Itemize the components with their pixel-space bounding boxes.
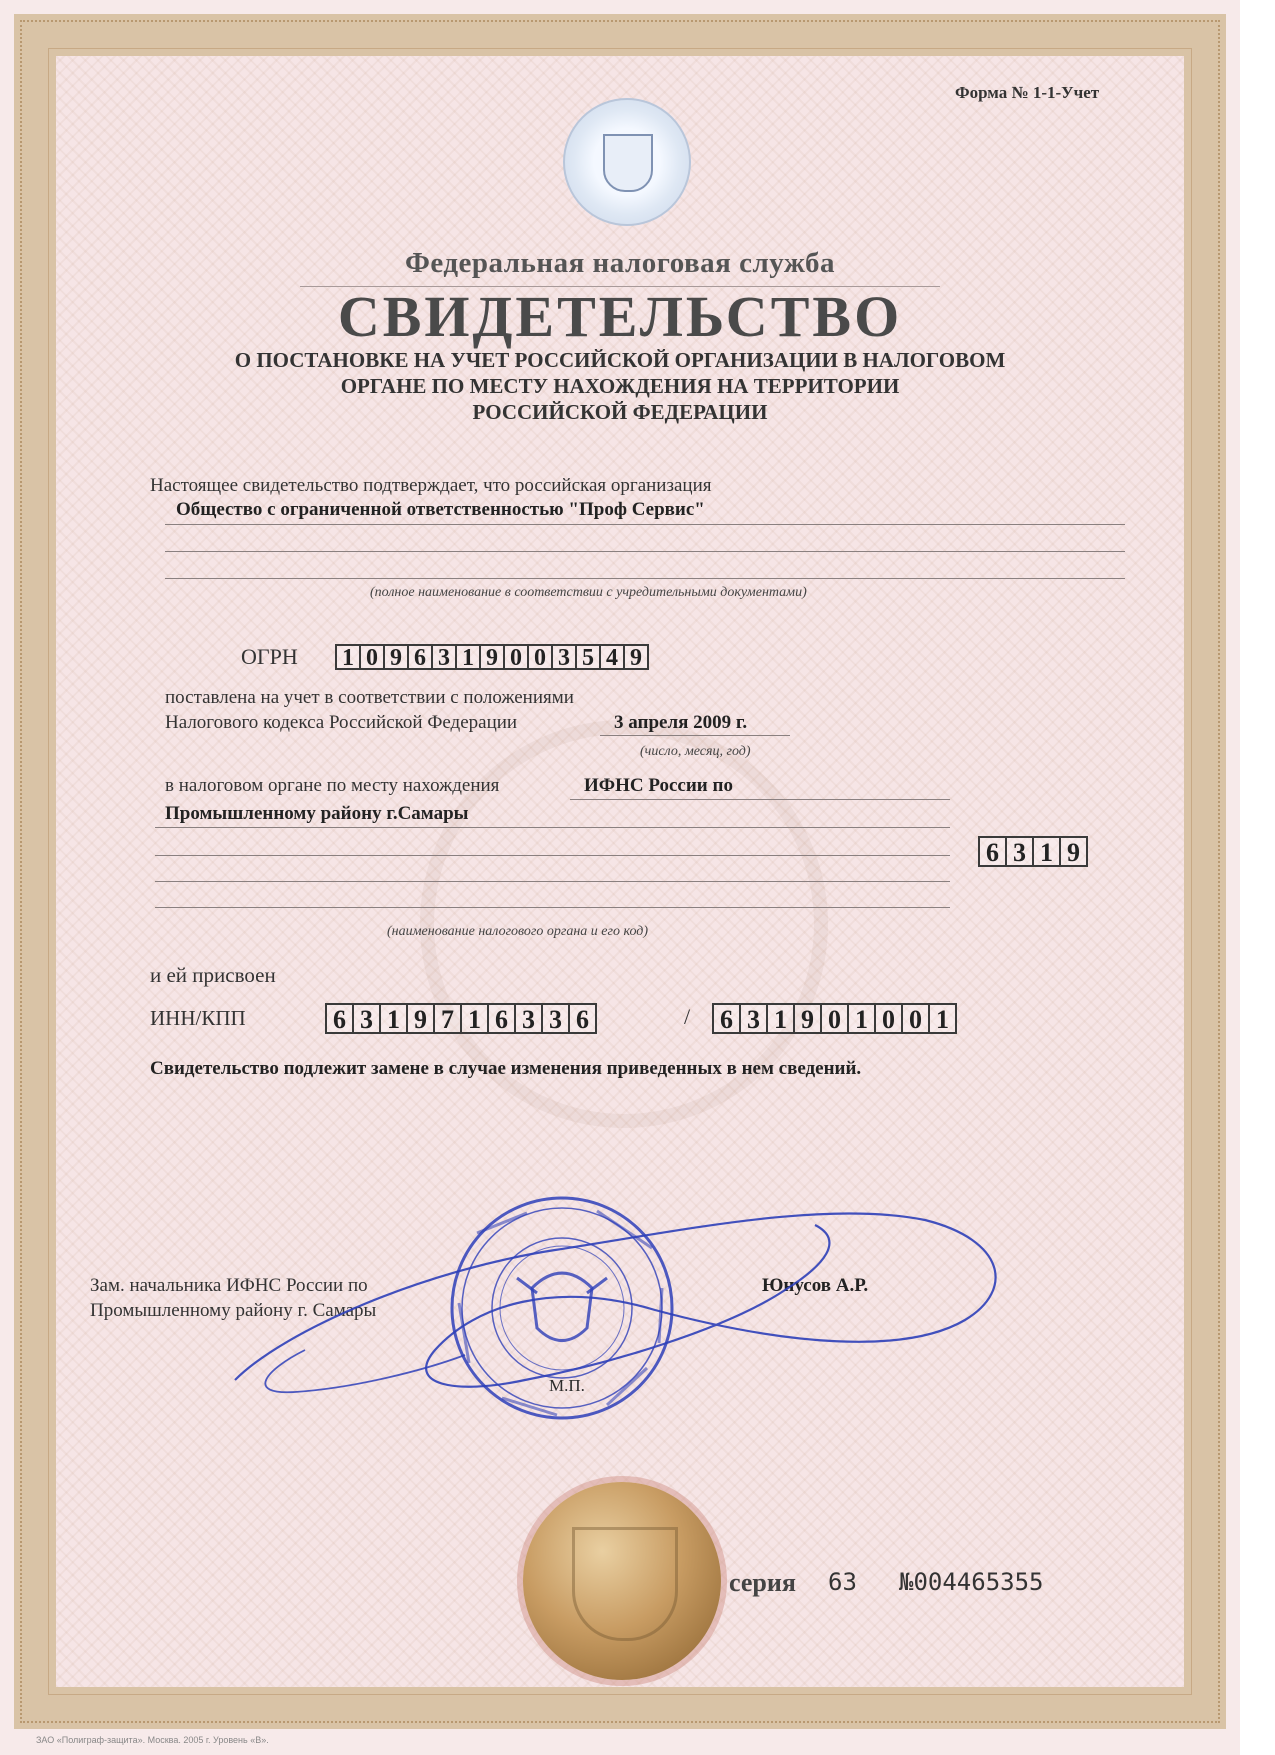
series-label: серия	[729, 1568, 796, 1597]
coat-of-arms-icon	[603, 134, 653, 192]
replacement-notice: Свидетельство подлежит замене в случае изменения приведенных в нем сведений.	[150, 1058, 862, 1079]
field-line	[600, 735, 790, 736]
organization-name-hint: (полное наименование в соответствии с учредительными документами)	[370, 585, 807, 600]
field-line	[165, 578, 1125, 579]
series-value: 63	[828, 1568, 857, 1596]
code-digit: 3	[1005, 836, 1034, 867]
date-hint: (число, месяц, год)	[640, 744, 751, 759]
intro-text: Настоящее свидетельство подтверждает, что российская организация	[150, 475, 712, 496]
registration-line2: Налогового кодекса Российской Федерации	[165, 712, 518, 733]
document-subtitle	[0, 347, 1240, 425]
authority-code-boxes	[978, 836, 1086, 867]
signatory-position-line2: Промышленному району г. Самары	[90, 1300, 377, 1321]
fns-hologram-icon	[563, 98, 691, 226]
inn-digit: 6	[325, 1003, 354, 1034]
ogrn-digit: 9	[623, 644, 649, 670]
inn-digit: 6	[568, 1003, 597, 1034]
inn-digit: 3	[514, 1003, 543, 1034]
field-line	[155, 907, 950, 908]
code-digit: 6	[978, 836, 1007, 867]
ogrn-digit: 4	[599, 644, 625, 670]
inn-digit: 6	[487, 1003, 516, 1034]
ogrn-digit: 1	[455, 644, 481, 670]
inn-digit: 1	[460, 1003, 489, 1034]
code-digit: 1	[1032, 836, 1061, 867]
document-title: СВИДЕТЕЛЬСТВО	[337, 284, 903, 349]
subtitle-line: О ПОСТАНОВКЕ НА УЧЕТ РОССИЙСКОЙ ОРГАНИЗАЦИИ В НАЛОГОВОМ	[234, 348, 1006, 372]
field-line	[155, 827, 950, 828]
kpp-digit: 1	[766, 1003, 795, 1034]
field-line	[155, 855, 950, 856]
ogrn-digit: 0	[359, 644, 385, 670]
signatory-position-line1: Зам. начальника ИФНС России по	[90, 1275, 368, 1296]
eagle-emblem-icon	[572, 1527, 678, 1641]
form-number: Форма № 1-1-Учет	[955, 83, 1100, 102]
subtitle-line: РОССИЙСКОЙ ФЕДЕРАЦИИ	[472, 400, 768, 424]
inn-digit: 1	[379, 1003, 408, 1034]
authority-name-line1: ИФНС России по	[584, 775, 733, 796]
ogrn-digit: 9	[479, 644, 505, 670]
kpp-digit: 0	[820, 1003, 849, 1034]
kpp-digit: 6	[712, 1003, 741, 1034]
signatory-name: Юнусов А.Р.	[762, 1275, 869, 1296]
assigned-text: и ей присвоен	[150, 963, 276, 987]
serial-number: №004465355	[899, 1568, 1044, 1596]
inn-boxes	[325, 1003, 595, 1034]
inn-digit: 7	[433, 1003, 462, 1034]
ogrn-digit: 3	[431, 644, 457, 670]
inn-digit: 9	[406, 1003, 435, 1034]
field-line	[570, 799, 950, 800]
kpp-boxes	[712, 1003, 955, 1034]
handwritten-signature-icon	[225, 1180, 1025, 1410]
kpp-digit: 1	[928, 1003, 957, 1034]
ogrn-digit: 9	[383, 644, 409, 670]
authority-hint: (наименование налогового органа и его код)	[387, 924, 649, 939]
subtitle-line: ОРГАНЕ ПО МЕСТУ НАХОЖДЕНИЯ НА ТЕРРИТОРИИ	[340, 374, 900, 398]
kpp-digit: 0	[874, 1003, 903, 1034]
kpp-digit: 1	[847, 1003, 876, 1034]
gold-seal-icon	[523, 1482, 721, 1680]
authority-label: в налоговом органе по месту нахождения	[165, 775, 500, 796]
kpp-digit: 9	[793, 1003, 822, 1034]
ogrn-digit: 3	[551, 644, 577, 670]
ogrn-digit: 0	[503, 644, 529, 670]
field-line	[165, 551, 1125, 552]
organization-name: Общество с ограниченной ответственностью "Проф Сервис"	[176, 499, 705, 520]
ogrn-digit: 0	[527, 644, 553, 670]
field-line	[155, 881, 950, 882]
field-line	[165, 524, 1125, 525]
ogrn-digit: 1	[335, 644, 361, 670]
stamp-place-mark: М.П.	[549, 1376, 585, 1395]
printer-footer: ЗАО «Полиграф-защита». Москва. 2005 г. Уровень «В».	[36, 1735, 269, 1745]
inn-kpp-separator: /	[684, 1004, 691, 1029]
authority-name-line2: Промышленному району г.Самары	[165, 803, 469, 824]
registration-line1: поставлена на учет в соответствии с положениями	[165, 687, 574, 708]
ogrn-label: ОГРН	[241, 644, 298, 669]
kpp-digit: 0	[901, 1003, 930, 1034]
ogrn-digit: 5	[575, 644, 601, 670]
code-digit: 9	[1059, 836, 1088, 867]
ogrn-boxes	[335, 644, 647, 670]
registration-date: 3 апреля 2009 г.	[614, 712, 748, 733]
inn-digit: 3	[541, 1003, 570, 1034]
kpp-digit: 3	[739, 1003, 768, 1034]
ogrn-digit: 6	[407, 644, 433, 670]
inn-digit: 3	[352, 1003, 381, 1034]
inn-kpp-label: ИНН/КПП	[150, 1006, 246, 1030]
service-name: Федеральная налоговая служба	[404, 247, 836, 279]
